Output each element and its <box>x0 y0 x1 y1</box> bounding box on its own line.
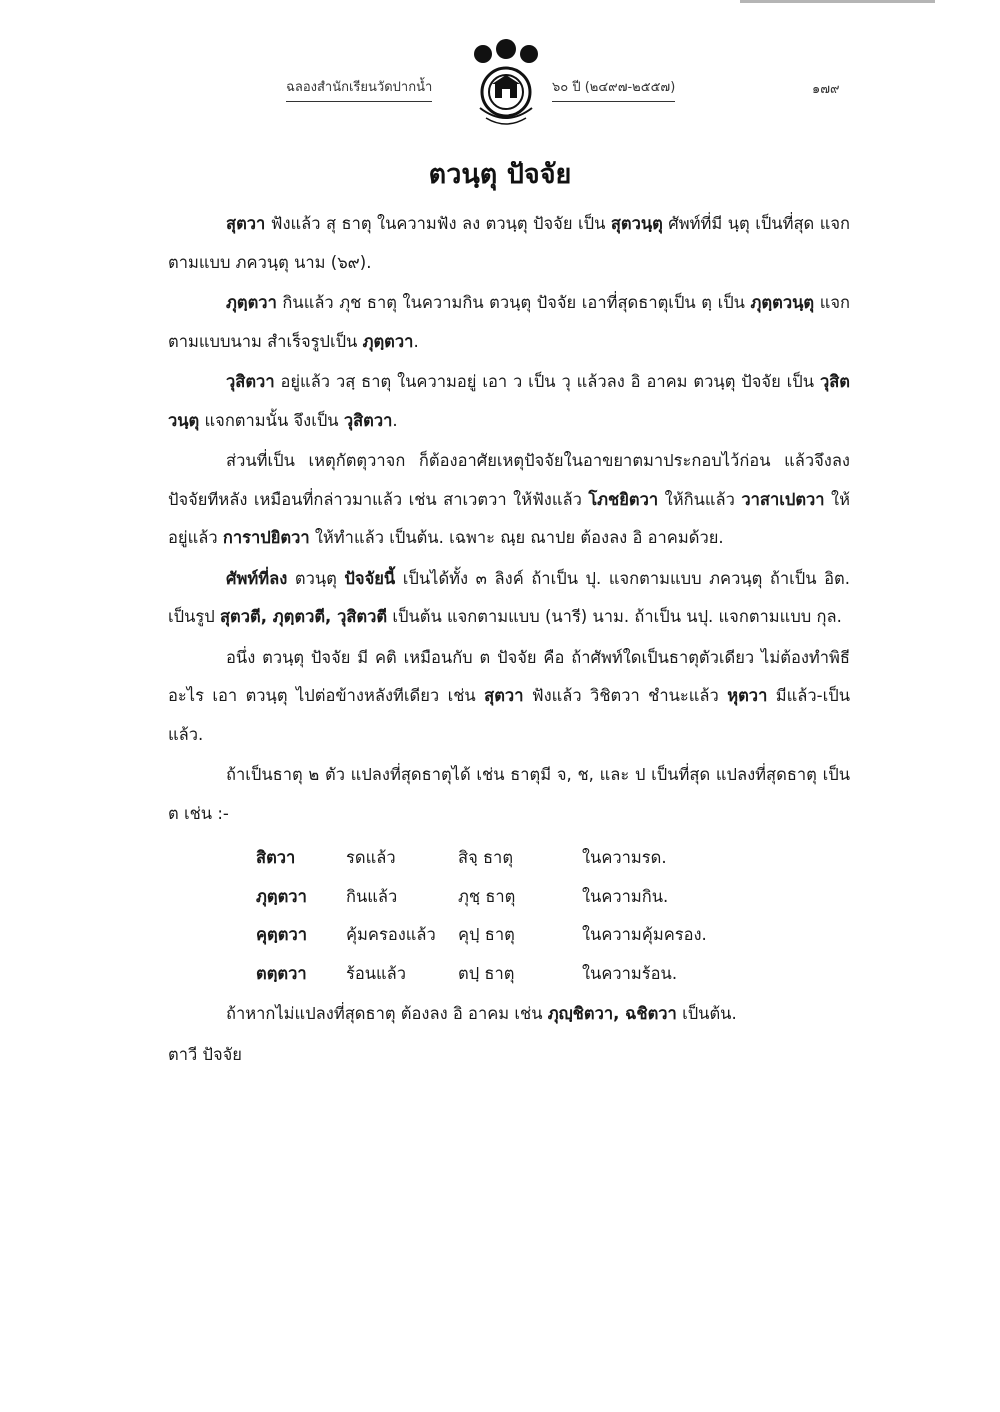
text-run: ฟังแล้ว วิชิตวา ชำนะแล้ว <box>523 686 728 705</box>
examples-table <box>256 839 752 993</box>
next-section-heading: ตาวี ปัจจัย <box>168 1044 242 1064</box>
page-number: ๑๗๙ <box>812 82 840 97</box>
paragraph-two-letter-root <box>168 756 850 833</box>
bold-term: ศัพท์ที่ลง <box>226 568 288 588</box>
example-root: คุปฺ ธาตุ <box>458 925 515 944</box>
paragraph-vusitava <box>168 363 850 440</box>
example-word: คุตฺตวา <box>256 925 307 944</box>
page-header <box>0 38 1000 128</box>
bold-term: การาปยิตวา <box>222 528 310 547</box>
header-right-text: ๖๐ ปี (๒๔๙๗-๒๕๕๗) <box>552 76 675 102</box>
paragraph-gender <box>168 560 850 637</box>
text-run: ให้อยู่แล้ว <box>168 489 850 547</box>
example-word: สิตวา <box>256 848 296 867</box>
top-edge-line <box>740 0 935 3</box>
example-root: ตปฺ ธาตุ <box>458 963 515 983</box>
bold-term: วุสิตวา <box>226 372 275 391</box>
text-run: ฟังแล้ว สุ ธาตุ ในความฟัง ลง ตวนฺตุ ปัจจัย เป็น <box>265 214 611 233</box>
example-sense: ในความคุ้มครอง. <box>582 925 707 944</box>
text-run: แจกตามแบบนาม สำเร็จรูปเป็น <box>168 293 850 351</box>
example-row <box>256 839 752 878</box>
example-meaning: คุ้มครองแล้ว <box>346 925 436 944</box>
example-word: ตตฺตวา <box>256 963 307 983</box>
bold-term: สุตวนฺตุ <box>610 214 663 233</box>
example-sense: ในความรด. <box>582 848 667 867</box>
paragraph-bhuttava <box>168 284 850 361</box>
text-run: แจกตามนั้น จึงเป็น <box>199 410 344 430</box>
page-title: ตวนฺตุ ปัจจัย <box>428 159 572 190</box>
bold-term: โภชยิตวา <box>588 489 659 509</box>
paragraph-closing <box>168 995 850 1034</box>
bold-term: หุตวา <box>727 686 768 705</box>
main-text <box>168 205 850 1076</box>
example-root: ภุชฺ ธาตุ <box>458 886 516 906</box>
text-run: มีแล้ว-เป็นแล้ว. <box>168 686 850 744</box>
paragraph-sutava <box>168 205 850 282</box>
example-sense: ในความร้อน. <box>582 963 678 983</box>
example-row <box>256 955 752 994</box>
example-row <box>256 878 752 917</box>
bold-term: สุตวตี, ภุตฺตวตี, วุสิตวตี <box>219 607 388 626</box>
paragraph-single-root <box>168 639 850 755</box>
bold-term: วาสาเปตวา <box>741 489 825 509</box>
text-run: ให้ทำแล้ว เป็นต้น. เฉพาะ ณฺย ณาปย ต้องลง อิ อาคมด้วย. <box>309 528 724 547</box>
text-run: ให้กินแล้ว <box>658 489 742 509</box>
text-run: อนึ่ง ตวนฺตุ ปัจจัย มี คติ เหมือนกับ ต ปัจจัย คือ ถ้าศัพท์ใดเป็นธาตุตัวเดียว ไม่ต้องทำพิธีอะไร เอา ตวนฺตุ ไปต่อข้างหลังทีเดียว เช่น <box>168 647 850 705</box>
bold-term: สุตวา <box>484 686 524 705</box>
text-run: เป็นต้น. <box>676 1004 737 1023</box>
text-run: ถ้าหากไม่แปลงที่สุดธาตุ ต้องลง อิ อาคม เช่น <box>226 1004 548 1023</box>
bold-term: ปัจจัยนี้ <box>344 568 396 588</box>
example-sense: ในความกิน. <box>582 886 669 906</box>
example-row <box>256 916 752 955</box>
paragraph-causative <box>168 442 850 558</box>
bold-term: ภุตฺตวนฺตุ <box>750 293 815 312</box>
text-run: เป็นได้ทั้ง ๓ ลิงค์ ถ้าเป็น ปุ. แจกตามแบบ ภควนฺตุ ถ้าเป็น อิต. เป็นรูป <box>168 568 850 626</box>
bold-term: วุสิตวนฺตุ <box>168 372 850 430</box>
bold-term: ภุตฺตวา <box>226 293 277 312</box>
example-root: สิจฺ ธาตุ <box>458 848 514 867</box>
text-run: . <box>413 331 419 351</box>
header-left-text: ฉลองสำนักเรียนวัดปากน้ำ <box>286 76 432 102</box>
text-run: ศัพท์ที่มี นฺตุ เป็นที่สุด แจกตามแบบ ภควนฺตุ นาม (๖๙). <box>168 214 850 272</box>
bold-term: ภุตฺตวา <box>362 331 414 351</box>
text-run: ส่วนที่เป็น เหตุกัตตุวาจก ก็ต้องอาศัยเหตุปัจจัยในอาขยาตมาประกอบไว้ก่อน แล้วจึงลงปัจจัยทีหลัง เหมือนที่กล่าวมาแล้ว เช่น สาเวตวา ให้ฟังแล้ว <box>168 451 850 509</box>
example-word: ภุตฺตวา <box>256 886 307 906</box>
text-run: อยู่แล้ว วสฺ ธาตุ ในความอยู่ เอา ว เป็น วุ แล้วลง อิ อาคม ตวนฺตุ ปัจจัย เป็น <box>274 372 820 391</box>
text-run: ตวนฺตุ <box>287 568 345 588</box>
text-run: กินแล้ว ภุช ธาตุ ในความกิน ตวนฺตุ ปัจจัย เอาที่สุดธาตุเป็น ตฺ เป็น <box>276 293 751 312</box>
bold-term: ภุญฺชิตวา, ฉชิตวา <box>547 1004 677 1023</box>
emblem-logo-icon <box>466 38 546 126</box>
text-run: . <box>392 410 398 430</box>
text-run: เป็นต้น แจกตามแบบ (นารี) นาม. ถ้าเป็น นปุ. แจกตามแบบ กุล. <box>387 607 842 626</box>
example-meaning: รดแล้ว <box>346 848 396 867</box>
bold-term: วุสิตวา <box>343 410 393 430</box>
example-meaning: กินแล้ว <box>346 886 398 906</box>
bold-term: สุตวา <box>226 214 266 233</box>
text-run: ถ้าเป็นธาตุ ๒ ตัว แปลงที่สุดธาตุได้ เช่น ธาตุมี จ, ช, และ ป เป็นที่สุด แปลงที่สุดธาตุ เป็น ต เช่น :- <box>168 765 850 823</box>
example-meaning: ร้อนแล้ว <box>346 963 407 983</box>
